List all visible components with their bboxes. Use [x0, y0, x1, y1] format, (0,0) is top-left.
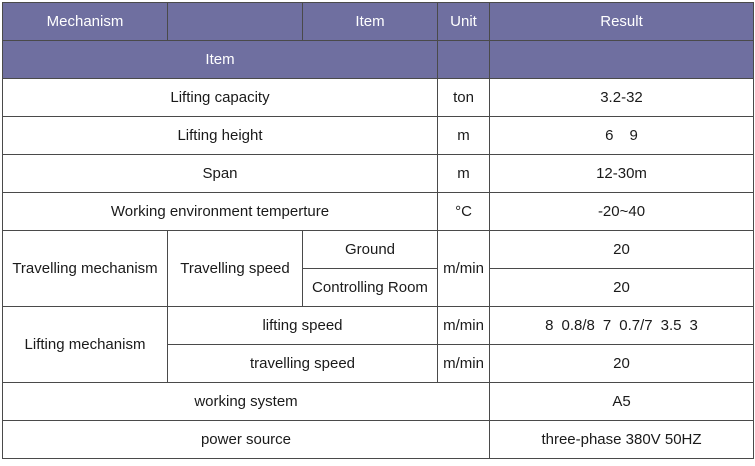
specification-table — [2, 2, 754, 459]
mechanism-travelling: Travelling mechanism — [3, 231, 168, 307]
row-unit-lifting-capacity: ton — [438, 79, 490, 117]
table-row-lifting-speed — [3, 307, 754, 345]
lifting-height-value-2: 9 — [629, 127, 638, 144]
lifting-speed-value-5: 3.5 — [660, 317, 682, 334]
table-row — [3, 79, 754, 117]
result-travelling-controlling-room: 20 — [490, 269, 754, 307]
column-header-unit: Unit — [438, 3, 490, 41]
row-item-span: Span — [3, 155, 438, 193]
result-lifting-speed — [490, 307, 754, 345]
unit-travelling-speed: m/min — [438, 231, 490, 307]
subitem-controlling-room: Controlling Room — [303, 269, 438, 307]
lifting-speed-value-1: 8 — [545, 317, 554, 334]
table-row-power-source — [3, 421, 754, 459]
row-result-lifting-height — [490, 117, 754, 155]
lifting-speed-value-2: 0.8/8 — [561, 317, 595, 334]
table-row — [3, 117, 754, 155]
row-item-lifting-capacity: Lifting capacity — [3, 79, 438, 117]
unit-lifting-speed: m/min — [438, 307, 490, 345]
section-title-unit-blank — [438, 41, 490, 79]
section-title-item: Item — [3, 41, 438, 79]
item-lifting-travelling-speed: travelling speed — [168, 345, 438, 383]
section-title-result-blank — [490, 41, 754, 79]
result-travelling-ground: 20 — [490, 231, 754, 269]
result-working-system: A5 — [490, 383, 754, 421]
column-header-blank — [168, 3, 303, 41]
lifting-speed-value-4: 0.7/7 — [619, 317, 653, 334]
table-row-travelling-ground — [3, 231, 754, 269]
column-header-mechanism: Mechanism — [3, 3, 168, 41]
row-unit-span: m — [438, 155, 490, 193]
item-power-source: power source — [3, 421, 490, 459]
column-header-item: Item — [303, 3, 438, 41]
section-title-row — [3, 41, 754, 79]
result-lifting-travelling-speed: 20 — [490, 345, 754, 383]
row-result-span: 12-30m — [490, 155, 754, 193]
row-unit-working-environment-temperture: °C — [438, 193, 490, 231]
table-row — [3, 155, 754, 193]
table-row — [3, 193, 754, 231]
lifting-speed-value-3: 7 — [602, 317, 612, 334]
item-lifting-speed: lifting speed — [168, 307, 438, 345]
mechanism-lifting: Lifting mechanism — [3, 307, 168, 383]
unit-lifting-travelling-speed: m/min — [438, 345, 490, 383]
lifting-speed-value-6: 3 — [689, 317, 698, 334]
table-row-working-system — [3, 383, 754, 421]
row-result-working-environment-temperture: -20~40 — [490, 193, 754, 231]
row-item-lifting-height: Lifting height — [3, 117, 438, 155]
column-header-result: Result — [490, 3, 754, 41]
lifting-height-value-1: 6 — [605, 127, 614, 144]
row-item-working-environment-temperture: Working environment temperture — [3, 193, 438, 231]
result-power-source: three-phase 380V 50HZ — [490, 421, 754, 459]
item-working-system: working system — [3, 383, 490, 421]
subitem-ground: Ground — [303, 231, 438, 269]
row-result-lifting-capacity: 3.2-32 — [490, 79, 754, 117]
item-travelling-speed: Travelling speed — [168, 231, 303, 307]
table-header-row — [3, 3, 754, 41]
row-unit-lifting-height: m — [438, 117, 490, 155]
